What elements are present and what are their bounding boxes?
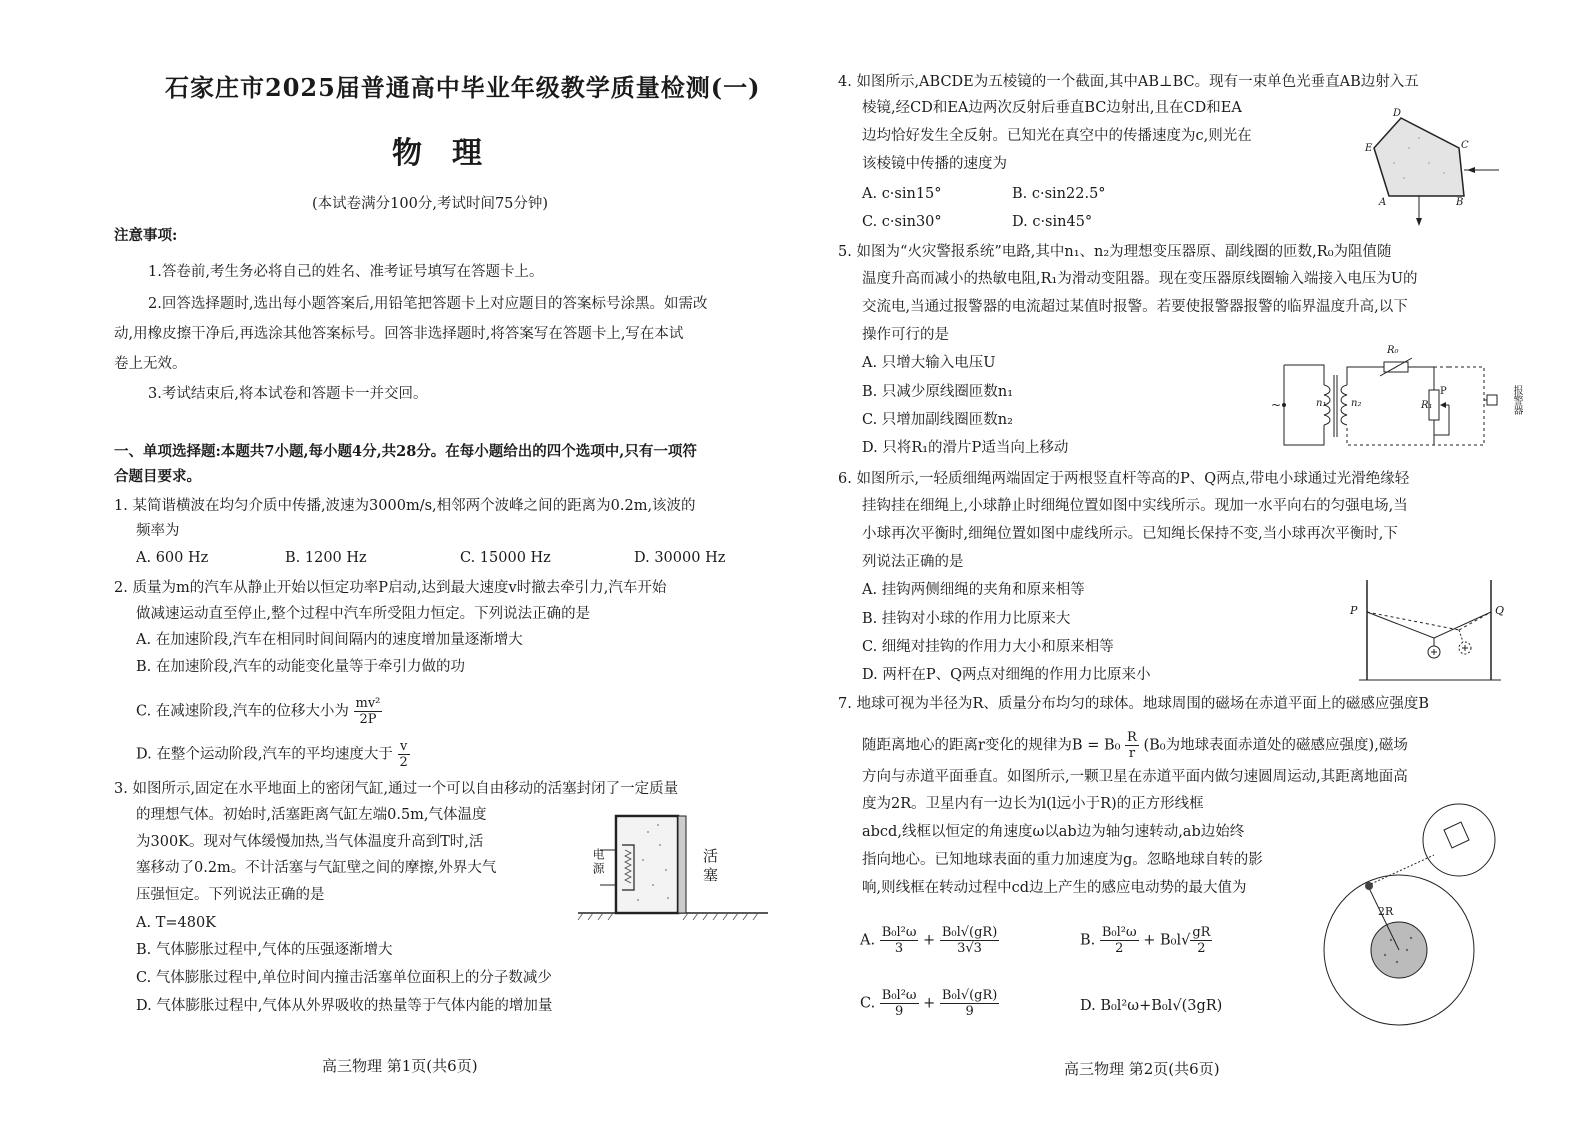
q5-label-alarm: 报警器 [1511,385,1522,415]
q4-option-a: A. c·sin15° [862,186,942,202]
q4-line-1: 4. 如图所示,ABCDE为五棱镜的一个截面,其中AB⊥BC。现有一束单色光垂直AB边射入五 [838,74,1419,90]
q2-line-1: 2. 质量为m的汽车从静止开始以恒定功率P启动,达到最大速度v时撤去牵引力,汽车开始 [114,580,667,596]
fraction-denominator: 2P [359,712,377,727]
note-3: 3.考试结束后,将本试卷和答题卡一并交回。 [148,386,428,402]
q3-line-2: 的理想气体。初始时,活塞距离气缸左端0.5m,气体温度 [136,807,487,823]
q2-option-d-fraction [398,739,410,770]
q7-line-6: 指向地心。已知地球表面的重力加速度为g。忽略地球自转的影 [862,852,1263,868]
q5-option-d: D. 只将R₁的滑片P适当向上移动 [862,440,1069,456]
q6-line-2: 挂钩挂在细绳上,小球静止时细绳位置如图中实线所示。现加一水平向右的匀强电场,当 [862,498,1408,514]
q7-ratio-fraction [1125,730,1139,761]
fraction-denominator: 2 [399,755,408,770]
q7-line-2-start: 随距离地心的距离r变化的规律为B = B₀ [862,737,1121,754]
q4-label-b: B [1456,197,1464,208]
q5-option-b: B. 只减少原线圈匝数n₁ [862,384,1014,400]
q2-option-d [136,739,410,770]
q2-option-c-fraction [354,696,383,727]
fraction-numerator: B₀l²ω [1101,925,1137,940]
fraction-numerator: R [1127,730,1137,745]
q4-option-d: D. c·sin45° [1012,214,1093,230]
q1-option-a: A. 600 Hz [136,550,209,566]
fraction [880,925,919,956]
q7-line-1: 7. 地球可视为半径为R、质量分布均匀的球体。地球周围的磁场在赤道平面上的磁感应强度B [838,696,1430,712]
q4-label-a: A [1379,197,1387,208]
q5-label-p: P [1440,386,1447,397]
q7-label-2r: 2R [1378,905,1394,918]
q3-line-1: 3. 如图所示,固定在水平地面上的密闭气缸,通过一个可以自由移动的活塞封闭了一定质量 [114,781,679,797]
q5-ac-source-symbol: ~ [1271,398,1282,412]
fraction-numerator: B₀l√(gR) [941,988,998,1003]
fraction-numerator: v [398,739,410,755]
q3-label-power-source: 电源 [591,848,605,876]
q4-option-b: B. c·sin22.5° [1012,186,1106,202]
q7-line-3: 方向与赤道平面垂直。如图所示,一颗卫星在赤道平面内做匀速圆周运动,其距离地面高 [862,769,1408,785]
fraction-denominator: 2 [1115,941,1124,956]
q2-option-c-text: C. 在减速阶段,汽车的位移大小为 [136,703,349,720]
option-term: + B₀l [1143,932,1182,949]
fraction [1190,925,1212,956]
fraction-numerator: B₀l²ω [881,988,917,1003]
q1-line-1: 1. 某简谐横波在均匀介质中传播,波速为3000m/s,相邻两个波峰之间的距离为0.2m,该波的 [114,498,696,514]
option-label: B. [1080,932,1096,949]
fraction-denominator: 3√3 [957,941,982,956]
q5-option-a: A. 只增大输入电压U [862,355,996,371]
fraction-denominator: 9 [965,1004,974,1019]
q4-line-4: 该棱镜中传播的速度为 [862,156,1007,172]
option-label: C. [860,995,876,1012]
q3-option-d: D. 气体膨胀过程中,气体从外界吸收的热量等于气体内能的增加量 [136,998,553,1014]
q5-circuit-figure [1274,345,1524,455]
q3-line-4: 塞移动了0.2m。不计活塞与气缸壁之间的摩擦,外界大气 [136,860,497,876]
q2-option-a: A. 在加速阶段,汽车在相同时间间隔内的速度增加量逐渐增大 [136,632,523,648]
page-2 [794,0,1588,1123]
q3-cylinder-figure [578,810,773,925]
note-2-line-1: 2.回答选择题时,选出每小题答案后,用铅笔把答题卡上对应题目的答案标号涂黑。如需改 [148,296,708,312]
q7-line-4: 度为2R。卫星内有一边长为l(l远小于R)的正方形线框 [862,796,1204,812]
q4-option-c: C. c·sin30° [862,214,942,230]
q3-option-c: C. 气体膨胀过程中,单位时间内撞击活塞单位面积上的分子数减少 [136,970,552,986]
fraction-denominator: 9 [895,1004,904,1019]
subject-title: 物理 [392,136,512,171]
q3-line-5: 压强恒定。下列说法正确的是 [136,887,325,903]
q7-line-5: abcd,线框以恒定的角速度ω以ab边为轴匀速转动,ab边始终 [862,824,1245,840]
fraction-numerator: B₀l√(gR) [941,925,998,940]
fraction-numerator: gR [1192,925,1211,940]
fraction-denominator: 2 [1197,941,1206,956]
q5-label-r1: R₁ [1421,400,1433,411]
fraction [940,988,999,1019]
q4-label-c: C [1461,140,1469,151]
q4-pentaprism-figure [1359,108,1509,228]
q5-line-4: 操作可行的是 [862,327,949,343]
fraction-numerator: mv² [355,696,381,711]
q2-option-c [136,696,382,727]
page-1-footer: 高三物理 第1页(共6页) [322,1057,478,1075]
q5-line-1: 5. 如图为“火灾警报系统”电路,其中n₁、n₂为理想变压器原、副线圈的匝数,R₀为阻值随 [838,244,1392,260]
q2-option-d-text: D. 在整个运动阶段,汽车的平均速度大于 [136,746,393,763]
q7-line-7: 响,则线框在转动过程中cd边上产生的感应电动势的最大值为 [862,880,1247,896]
exam-info: (本试卷满分100分,考试时间75分钟) [312,196,549,212]
q1-option-b: B. 1200 Hz [285,550,367,566]
q6-rope-figure [1359,580,1509,685]
q6-line-4: 列说法正确的是 [862,554,964,570]
note-2-line-3: 卷上无效。 [114,356,187,372]
q3-line-3: 为300K。现对气体缓慢加热,当气体温度升高到T时,活 [136,834,484,850]
q7-option-b: B. $\frac{\text{B₀l²ω}}{2}$ + B₀l√ $\frac{gR}{2}$ [1080,925,1211,956]
q4-line-2: 棱镜,经CD和EA边两次反射后垂直BC边射出,且在CD和EA [862,100,1242,116]
note-1: 1.答卷前,考生务必将自己的姓名、准考证号填写在答题卡上。 [148,264,544,280]
q2-line-2: 做减速运动直至停止,整个过程中汽车所受阻力恒定。下列说法正确的是 [136,606,591,622]
note-2-line-2: 动,用橡皮擦干净后,再选涂其他答案标号。回答非选择题时,将答案写在答题卡上,写在本试 [114,326,684,342]
q7-option-a: A. $\frac{\text{B₀l²ω}}{3}$ + $\frac{\text{B₀l√(gR)}}{3√3}$ [860,925,998,956]
q7-line-2-end: (B₀为地球表面赤道处的磁感应强度),磁场 [1143,737,1408,754]
q6-line-1: 6. 如图所示,一轻质细绳两端固定于两根竖直杆等高的P、Q两点,带电小球通过光滑绝缘轻 [838,471,1410,487]
q6-option-c: C. 细绳对挂钩的作用力大小和原来相等 [862,639,1114,655]
section-heading-line-2: 合题目要求。 [114,468,201,485]
q5-line-3: 交流电,当通过报警器的电流超过某值时报警。若要使报警器报警的临界温度升高,以下 [862,299,1408,315]
q6-label-p: P [1350,604,1358,617]
q4-line-3: 边均恰好发生全反射。已知光在真空中的传播速度为c,则光在 [862,128,1252,144]
q6-line-3: 小球再次平衡时,细绳位置如图中虚线所示。已知绳长保持不变,当小球再次平衡时,下 [862,526,1398,542]
section-heading-line-1: 一、单项选择题:本题共7小题,每小题4分,共28分。在每小题给出的四个选项中,只有一项符 [114,443,697,460]
q1-option-c: C. 15000 Hz [460,550,551,566]
fraction-numerator: B₀l²ω [881,925,917,940]
q3-option-a: A. T=480K [136,915,217,931]
q6-option-b: B. 挂钩对小球的作用力比原来大 [862,611,1071,627]
q5-label-n2: n₂ [1351,398,1362,409]
q2-option-b: B. 在加速阶段,汽车的动能变化量等于牵引力做的功 [136,659,465,675]
page-2-footer: 高三物理 第2页(共6页) [1064,1060,1220,1078]
q3-label-piston: 活塞 [701,848,719,886]
q5-option-c: C. 只增加副线圈匝数n₂ [862,412,1013,428]
q7-line-2 [862,730,1408,761]
q1-line-2: 频率为 [136,523,180,539]
q7-orbit-figure [1319,800,1514,1030]
fraction [940,925,999,956]
q4-label-d: D [1393,108,1402,119]
q5-label-r0: R₀ [1387,345,1399,356]
notes-heading: 注意事项: [114,227,178,244]
q5-label-n1: n₁ [1316,398,1327,409]
q7-option-d: D. B₀l²ω+B₀l√(3gR) [1080,998,1223,1014]
q6-label-q: Q [1495,604,1505,617]
q6-option-d: D. 两杆在P、Q两点对细绳的作用力比原来小 [862,667,1151,683]
q4-label-e: E [1365,143,1373,154]
q7-option-c: C. $\frac{\text{B₀l²ω}}{9}$ + $\frac{\text{B₀l√(gR)}}{9}$ [860,988,998,1019]
fraction [1100,925,1139,956]
exam-title: 石家庄市2025届普通高中毕业年级教学质量检测(一) [165,73,761,102]
fraction [880,988,919,1019]
q1-option-d: D. 30000 Hz [634,550,726,566]
q6-option-a: A. 挂钩两侧细绳的夹角和原来相等 [862,582,1085,598]
q3-option-b: B. 气体膨胀过程中,气体的压强逐渐增大 [136,942,393,958]
fraction-denominator: r [1128,746,1136,761]
q5-line-2: 温度升高而减小的热敏电阻,R₁为滑动变阻器。现在变压器原线圈输入端接入电压为U的 [862,271,1418,287]
fraction-denominator: 3 [894,941,904,956]
option-label: A. [860,932,876,949]
